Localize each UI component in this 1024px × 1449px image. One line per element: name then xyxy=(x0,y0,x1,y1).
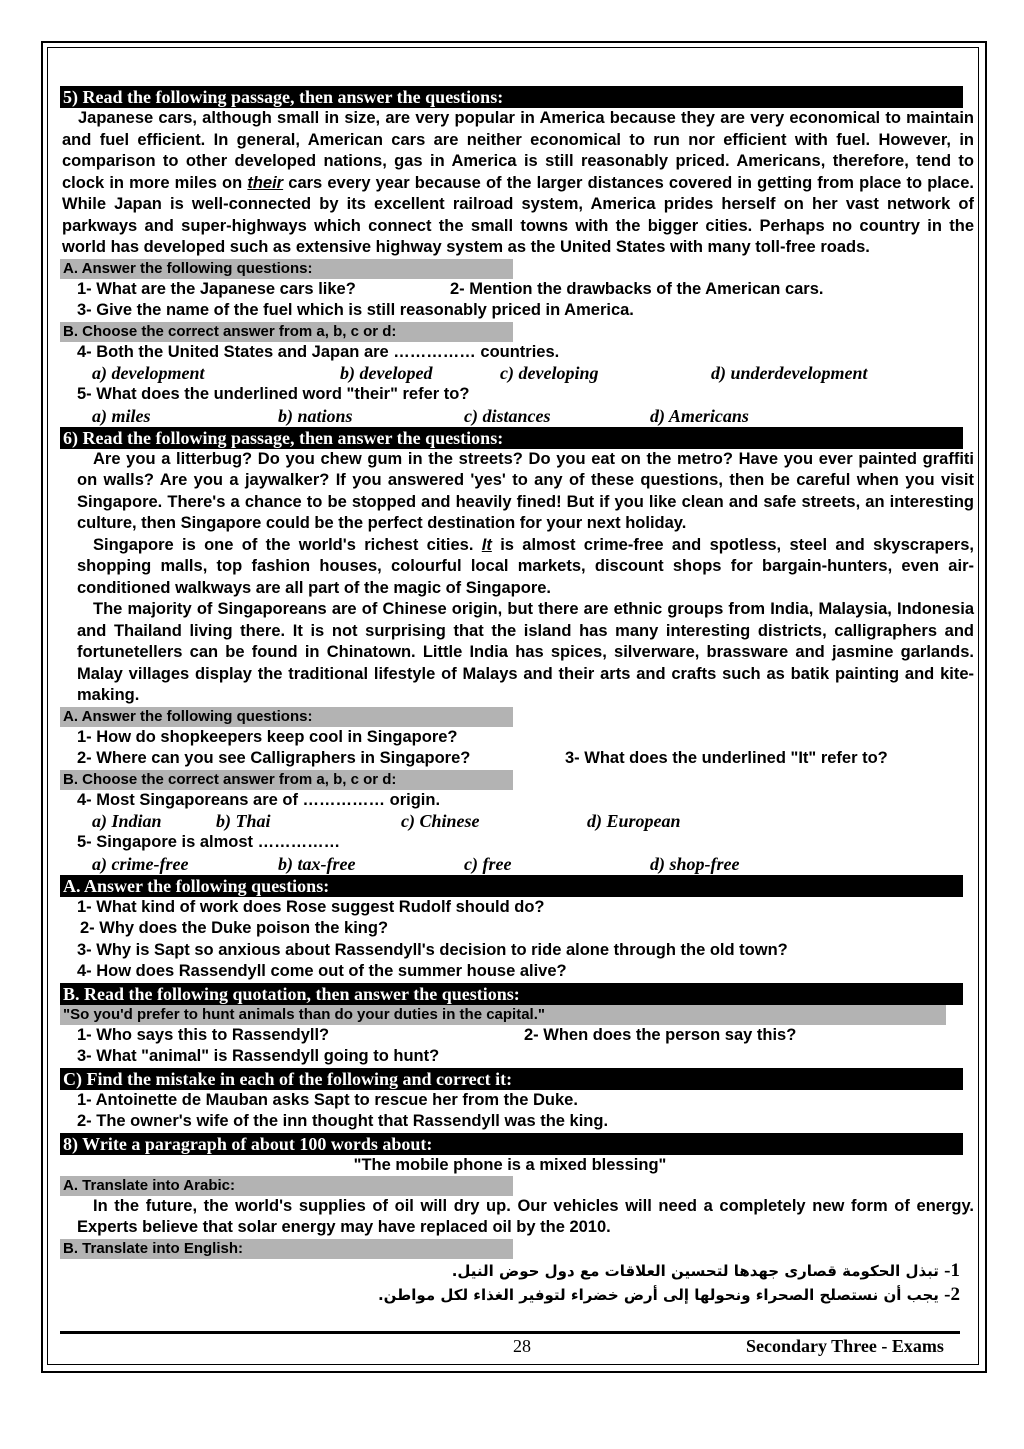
option: b) tax-free xyxy=(278,853,356,874)
question-row xyxy=(60,940,976,962)
sentence-number: 1- xyxy=(944,1259,960,1281)
question-row xyxy=(60,279,976,301)
question-row xyxy=(60,1025,976,1047)
section-5-b-header: B. Choose the correct answer from a, b, c or d: xyxy=(60,322,513,342)
translate-arabic-header: A. Translate into Arabic: xyxy=(60,1176,513,1196)
question: 3- Why is Sapt so anxious about Rassendyll's decision to ride alone through the old town? xyxy=(77,940,788,959)
question: 5- What does the underlined word "their" refer to? xyxy=(77,385,470,403)
translate-english-header: B. Translate into English: xyxy=(60,1239,513,1259)
section-6-paragraph xyxy=(60,535,974,600)
question-row xyxy=(60,1090,976,1112)
question: 1- Who says this to Rassendyll? xyxy=(77,1025,330,1044)
section-6-paragraph: Are you a litterbug? Do you chew gum in the streets? Do you eat on the metro? Have you ever painted graffiti on walls? Are you a jaywalker? If you answered 'yes' to any of these questions, then be careful when you visit Singapore. There's a chance to be stopped and heavily fined! But if you like clean and safe streets, an interesting culture, then Singapore could be the perfect destination for your next holiday. xyxy=(77,449,974,532)
question-row xyxy=(60,384,976,406)
question-row xyxy=(60,342,976,364)
question: 2- Mention the drawbacks of the American cars. xyxy=(450,279,824,298)
quotation: "So you'd prefer to hunt animals than do your duties in the capital." xyxy=(60,1005,946,1025)
passage-text: Japanese cars, although small in size, are very popular in America because they are very economical to maintain and fuel efficient. In general, American cars are neither economical to run nor efficient with fuel. However, in comparison to other developed nations, gas in America is still reasonably priced. Americans, therefore, tend to clock in more miles on xyxy=(62,109,974,192)
section-5-header: 5) Read the following passage, then answer the questions: xyxy=(60,86,963,108)
passage-text: cars every year because of the larger distances covered in getting from place to place. While Japan is well-connected by its excellent railroad system, America prides herself on her vast network of parkways and super-highways which connect the small towns with the bigger cities. Perhaps no country in the world has developed such as extensive highway system as the United States with many toll-free roads. xyxy=(62,173,974,256)
footer-title: Secondary Three - Exams xyxy=(746,1336,944,1356)
options-row xyxy=(60,854,976,875)
sentence-number: 2- xyxy=(944,1283,960,1305)
question-row xyxy=(60,897,976,919)
option: d) shop-free xyxy=(650,853,740,874)
arabic-sentence xyxy=(60,1283,960,1307)
question: 3- What does the underlined "It" refer to? xyxy=(565,749,888,767)
section-6-a-header: A. Answer the following questions: xyxy=(60,707,513,727)
question: 4- How does Rassendyll come out of the summer house alive? xyxy=(77,962,567,980)
question: 5- Singapore is almost …………… xyxy=(77,833,341,851)
option: b) Thai xyxy=(216,811,271,831)
option: a) crime-free xyxy=(92,853,189,874)
section-5-a-header: A. Answer the following questions: xyxy=(60,259,513,279)
option: a) miles xyxy=(92,405,151,426)
section-5-passage xyxy=(60,108,974,259)
option: b) developed xyxy=(340,363,433,383)
underlined-word: It xyxy=(481,535,492,554)
option: c) free xyxy=(464,853,512,874)
underlined-word: their xyxy=(247,173,284,192)
question-row xyxy=(60,832,976,854)
passage-text: is almost crime-free and spotless, steel and skyscrapers, shopping malls, top fashion houses, colourful local markets, discount shops for bargain-hunters, even air-conditioned walkways are all part of the magic of Singapore. xyxy=(77,535,974,597)
question-row xyxy=(60,300,976,322)
exam-content xyxy=(60,86,976,1307)
arabic-text: تبذل الحكومة قصارى جهدها لتحسين العلاقات مع دول حوض النيل. xyxy=(451,1261,939,1280)
arabic-sentence xyxy=(60,1259,960,1283)
option: d) European xyxy=(587,811,681,831)
footer-rule xyxy=(60,1331,960,1334)
question-row xyxy=(60,790,976,812)
options-row xyxy=(60,363,976,384)
novel-c-header: C) Find the mistake in each of the following and correct it: xyxy=(60,1068,963,1090)
question: 4- Most Singaporeans are of …………… origin. xyxy=(77,790,441,809)
page-number: 28 xyxy=(513,1336,531,1356)
question: 2- Where can you see Calligraphers in Singapore? xyxy=(77,749,471,767)
question-row xyxy=(60,961,976,983)
novel-a-header: A. Answer the following questions: xyxy=(60,875,963,897)
option: d) Americans xyxy=(650,405,749,426)
question-row xyxy=(60,1111,976,1133)
option: a) development xyxy=(92,363,205,383)
question: 1- How do shopkeepers keep cool in Singapore? xyxy=(77,727,458,746)
option: c) distances xyxy=(464,405,551,426)
arabic-text: يجب أن نستصلح الصحراء ونحولها إلى أرض خضراء لتوفير الغذاء لكل مواطن. xyxy=(377,1285,939,1304)
section-6-b-header: B. Choose the correct answer from a, b, c or d: xyxy=(60,770,513,790)
question-row xyxy=(60,727,976,749)
question: 1- Antoinette de Mauban asks Sapt to rescue her from the Duke. xyxy=(77,1090,578,1109)
question: 1- What are the Japanese cars like? xyxy=(77,279,356,298)
section-8-header: 8) Write a paragraph of about 100 words about: xyxy=(60,1133,963,1155)
options-row xyxy=(60,406,976,427)
options-row xyxy=(60,811,976,832)
section-6-header: 6) Read the following passage, then answer the questions: xyxy=(60,427,963,449)
option: a) Indian xyxy=(92,811,162,831)
question: 2- The owner's wife of the inn thought that Rassendyll was the king. xyxy=(77,1112,609,1130)
question: 3- What "animal" is Rassendyll going to hunt? xyxy=(77,1047,440,1065)
question: 1- What kind of work does Rose suggest Rudolf should do? xyxy=(77,897,545,916)
question: 3- Give the name of the fuel which is still reasonably priced in America. xyxy=(77,301,634,319)
question-row xyxy=(60,918,976,940)
question: 4- Both the United States and Japan are …………… countries. xyxy=(77,342,560,361)
question-row xyxy=(60,748,976,770)
question-row xyxy=(60,1046,976,1068)
passage-text: Singapore is one of the world's richest cities. xyxy=(93,535,482,554)
question: 2- Why does the Duke poison the king? xyxy=(80,919,389,937)
option: c) Chinese xyxy=(401,811,480,831)
novel-b-header: B. Read the following quotation, then answer the questions: xyxy=(60,983,963,1005)
option: c) developing xyxy=(500,363,599,383)
paragraph-topic: "The mobile phone is a mixed blessing" xyxy=(353,1155,667,1174)
option: d) underdevelopment xyxy=(711,363,868,383)
translation-passage: In the future, the world's supplies of oil will dry up. Our vehicles will need a completely new form of energy. Experts believe that solar energy may have replaced oil by the 2010. xyxy=(77,1196,974,1236)
question: 2- When does the person say this? xyxy=(524,1025,797,1044)
option: b) nations xyxy=(278,405,353,426)
section-6-paragraph: The majority of Singaporeans are of Chinese origin, but there are ethnic groups from India, Malaysia, Indonesia and Thailand living there. It is not surprising that the island has many interesting districts, calligraphers and fortunetellers can be found in Chinatown. Little India has spices, silverware, brassware and jasmine garlands. Malay villages display the traditional lifestyle of Malays and their arts and crafts such as batik painting and kite-making. xyxy=(77,600,974,704)
